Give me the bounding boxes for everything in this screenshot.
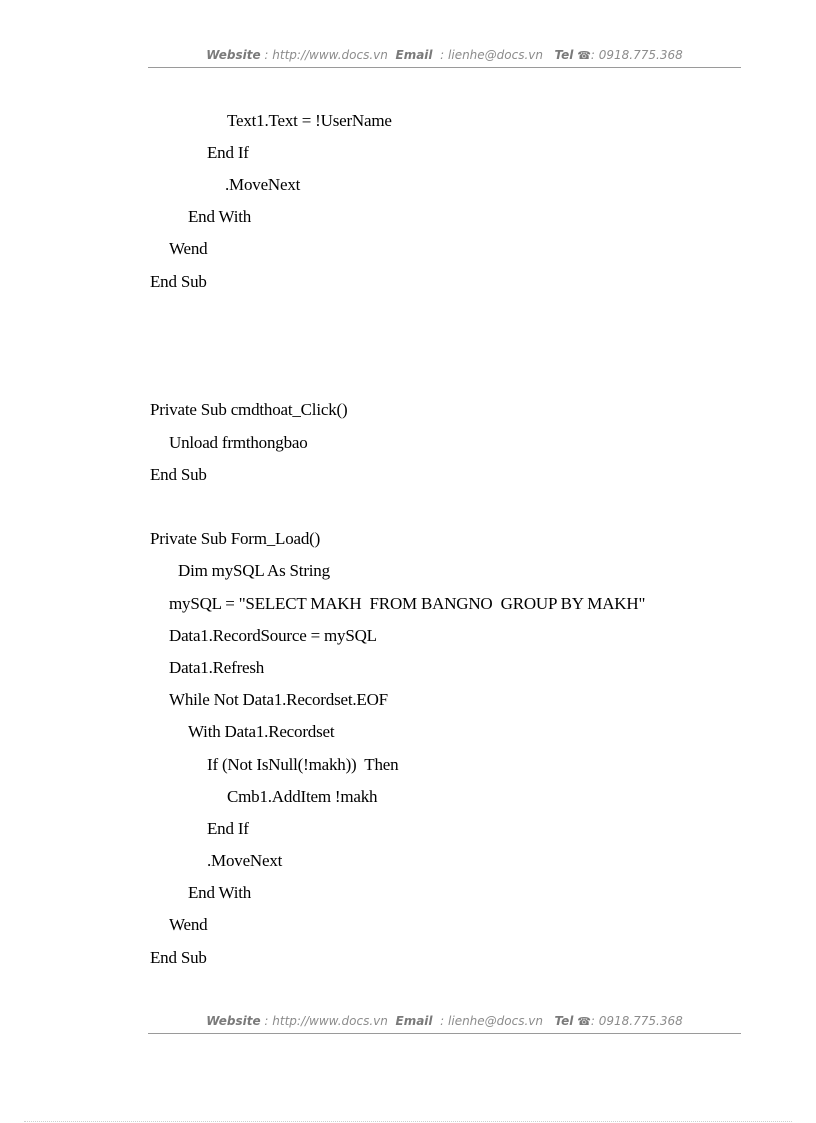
footer-tel-value: : 0918.775.368: [590, 1014, 683, 1028]
code-line: Private Sub Form_Load(): [150, 529, 321, 548]
code-line: Unload frmthongbao: [169, 433, 308, 452]
code-line: Data1.RecordSource = mySQL: [169, 626, 377, 645]
phone-icon: ☎: [577, 49, 591, 62]
footer-email-value: : lienhe@docs.vn: [440, 1014, 544, 1028]
footer-email-label: Email: [395, 1014, 433, 1028]
code-line: Wend: [169, 915, 208, 934]
code-line: End With: [188, 207, 252, 226]
code-line: Wend: [169, 239, 208, 258]
footer-website-value: : http://www.docs.vn: [264, 1014, 388, 1028]
footer-website-label: Website: [206, 1014, 261, 1028]
footer-tel-label: Tel: [554, 1014, 574, 1028]
header-website-value: : http://www.docs.vn: [264, 48, 388, 62]
code-line: .MoveNext: [207, 851, 283, 870]
header-website-label: Website: [206, 48, 261, 62]
header-tel-value: : 0918.775.368: [590, 48, 683, 62]
code-line: End If: [207, 143, 249, 162]
code-line: End Sub: [150, 948, 207, 967]
page-edge-divider: [24, 1121, 792, 1122]
code-line: End Sub: [150, 465, 207, 484]
code-line: End If: [207, 819, 249, 838]
code-line: Text1.Text = !UserName: [227, 111, 392, 130]
code-line: Data1.Refresh: [169, 658, 265, 677]
header-tel-label: Tel: [554, 48, 574, 62]
code-line: With Data1.Recordset: [188, 722, 335, 741]
code-line: Private Sub cmdthoat_Click(): [150, 400, 348, 419]
code-line: If (Not IsNull(!makh)) Then: [207, 755, 399, 774]
code-line: End Sub: [150, 272, 207, 291]
code-line: While Not Data1.Recordset.EOF: [169, 690, 388, 709]
header-email-value: : lienhe@docs.vn: [440, 48, 544, 62]
page-footer: [148, 1014, 741, 1034]
code-line: .MoveNext: [225, 175, 301, 194]
code-line: mySQL = "SELECT MAKH FROM BANGNO GROUP BY MAKH": [169, 594, 646, 613]
code-line: End With: [188, 883, 252, 902]
phone-icon: ☎: [577, 1015, 591, 1028]
code-line: Cmb1.AddItem !makh: [227, 787, 378, 806]
header-email-label: Email: [395, 48, 433, 62]
code-line: Dim mySQL As String: [178, 561, 330, 580]
page-header: [148, 48, 741, 68]
